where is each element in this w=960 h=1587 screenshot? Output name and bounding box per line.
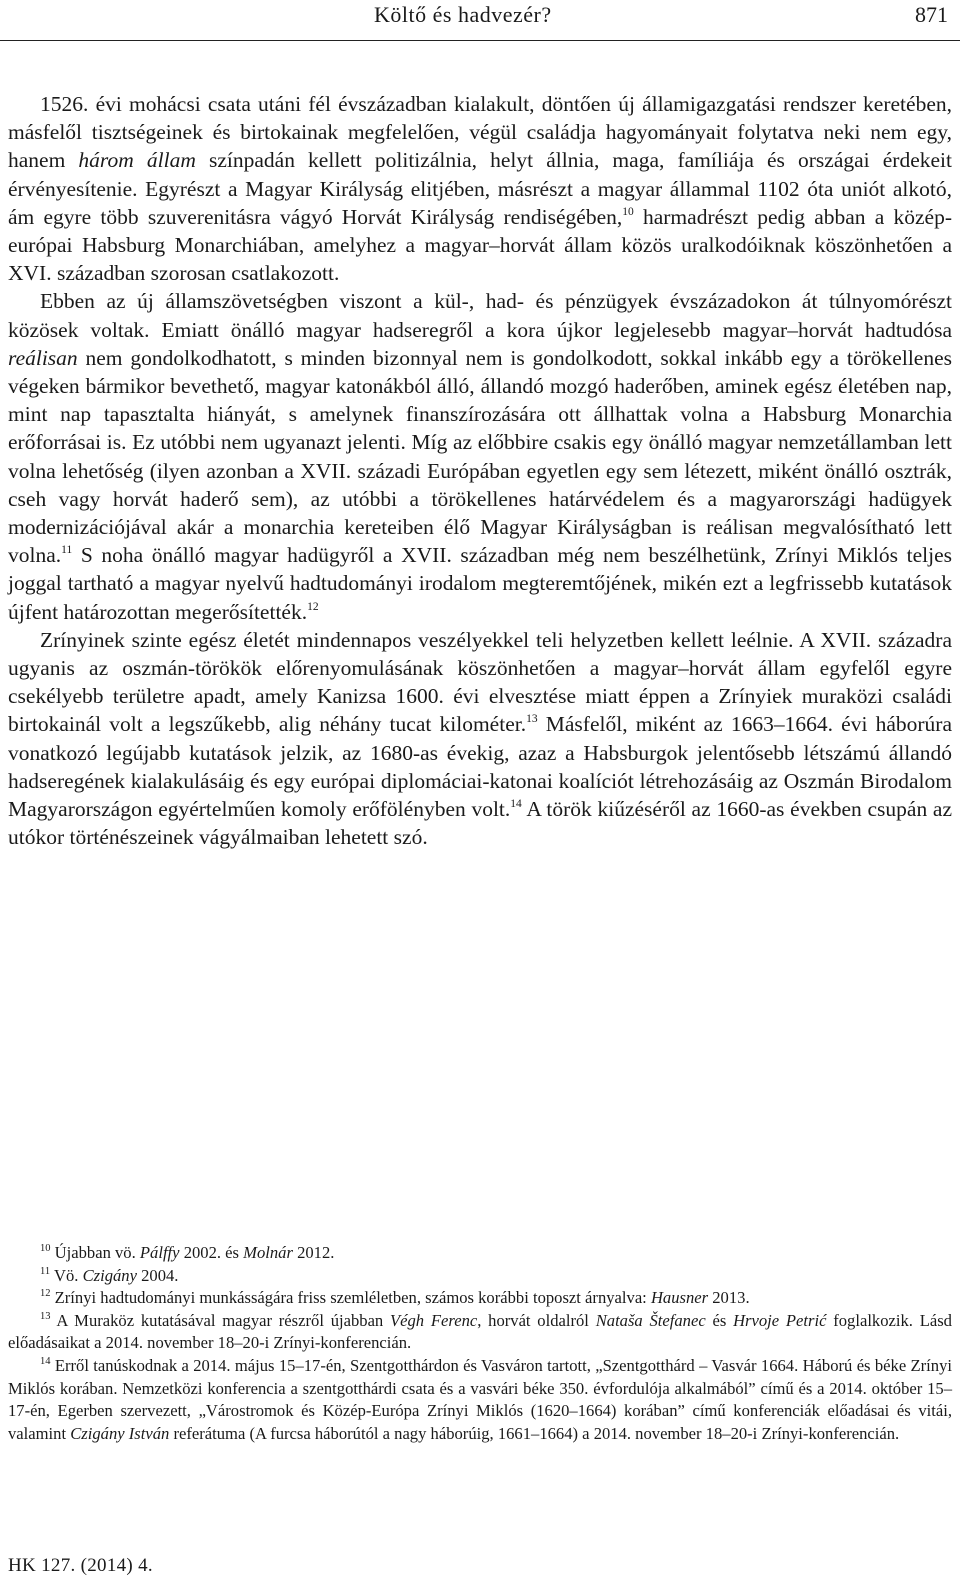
text-run: A Muraköz kutatásával magyar részről újabban <box>50 1310 390 1330</box>
text-run: , horvát oldalról <box>477 1310 596 1330</box>
text-run: Másfelől, miként az 1663–1664. évi háborúra vonatkozó legújabb kutatások jelzik, az 1680-as évekig, azaz a Habsburgok jelentősebb létszámú állandó hadseregének kialakulásáig és egy európai diplomáciai-katonai koalíciót létrehozásáig az Oszmán Birodalom Magyarországon egyértelműen komoly erőfölényben volt. <box>8 712 952 822</box>
paragraph-1 <box>8 90 952 287</box>
footnote-number: 11 <box>40 1265 51 1277</box>
text-run: A török kiűzéséről az 1660-as években csupán az utókor történészeinek vágyálmaiban lehetett szó. <box>8 797 952 850</box>
author-name: Czigány István <box>70 1423 170 1443</box>
footnote-10 <box>8 1242 952 1265</box>
text-run: és <box>705 1310 734 1330</box>
author-name: Pálffy <box>139 1243 180 1262</box>
author-name: Hausner <box>650 1288 709 1308</box>
text-run: Zrínyinek szinte egész életét mindennapos veszélyekkel teli helyzetben kellett leélnie. A XVII. századra ugyanis az oszmán-törökök előrenyomulásának köszönhetően a magyar–horvát állam egyfelől egyre csekélyebb területre apadt, amely Kanizsa 1600. évi elvesztése miatt éppen a Zrínyiek muraközi családi birtokainál volt a legszűkebb, alig néhány tucat kilométer. <box>8 627 952 737</box>
running-header <box>0 0 960 41</box>
footnote-14 <box>8 1355 952 1445</box>
body-text <box>8 90 952 851</box>
text-run: 2004. <box>136 1265 179 1285</box>
text-run: S noha önálló magyar hadügyről a XVII. században még nem beszélhetünk, Zrínyi Miklós teljes joggal tartható a magyar nyelvű hadtudományi irodalom megteremtőjének, mikén ezt a legfrissebb kutatások újfent határozottan megerősítették. <box>8 543 952 624</box>
text-run: harmadrészt pedig abban a közép-európai Habsburg Monarchiában, amelyhez a magyar–horvát állam közös uralkodóiknak köszönhetően a XVI. században szorosan csatlakozott. <box>8 204 952 286</box>
text-run: nem gondolkodhatott, s minden bizonnyal nem is gondolkodott, sokkal inkább egy a törökellenes végeken bármikor bevethető, magyar katonákból álló, állandó mozgó haderőben, aminek egész életében nap, mint nap tapasztalta hiányát, s amelynek finanszírozására ott állhattak volna a Habsburg Monarchia erőforrásai is. Ez utóbbi nem ugyanazt jelenti. Míg az előbbire csakis egy önálló magyar nemzetállamban lett volna lehetőség (ilyen azonban a XVII. századi Európában egyetlen egy sem létezett, miként önálló osztrák, cseh vagy horvát haderő sem), az utóbbi a törökellenes határvédelem és a magyarországi hadügyek modernizációjával akár a monarchia kereteiben élő Magyar Királyságban is reálisan megvalósítható lett volna. <box>8 345 952 568</box>
footnote-ref-13[interactable]: 13 <box>526 713 538 726</box>
paragraph-2 <box>8 287 952 625</box>
footnote-number: 14 <box>40 1355 51 1367</box>
text-run: Zrínyi hadtudományi munkásságára friss szemléletben, számos korábbi toposzt árnyalva: <box>50 1288 651 1308</box>
journal-footer: HK 127. (2014) 4. <box>8 1555 153 1576</box>
text-run: színpadán kellett politizálnia, helyt állnia, maga, famíliája és országai érdekeit érvényesítenie. Egyrészt a Magyar Királyság elitjében, másrészt a magyar állammal 1102 óta uniót alkotó, ám egyre több szuverenitásra vágyó Horvát Királyság rendiségében, <box>8 148 952 229</box>
text-run: 1526. évi mohácsi csata utáni fél évszázadban kialakult, döntően új államigazgatási rendszer keretében, másfelől tisztségeinek és birtokainak megfelelően, végül családja hagyományait folytatva neki nem egy, hanem <box>8 92 952 173</box>
page-number: 871 <box>915 2 948 27</box>
footnote-ref-12[interactable]: 12 <box>307 600 319 613</box>
text-run: Vö. <box>50 1265 83 1285</box>
text-run: Újabban vö. <box>50 1243 140 1262</box>
footnote-13 <box>8 1310 952 1355</box>
emphasis: reálisan <box>8 345 78 370</box>
footnote-ref-11[interactable]: 11 <box>61 544 73 557</box>
footnote-11 <box>8 1265 952 1288</box>
footnote-12 <box>8 1287 952 1310</box>
author-name: Czigány <box>82 1265 137 1285</box>
footnote-number: 13 <box>40 1310 51 1322</box>
author-name: Hrvoje Petrić <box>733 1310 827 1330</box>
footnote-ref-10[interactable]: 10 <box>622 205 634 218</box>
author-name: Molnár <box>243 1243 293 1262</box>
footnote-ref-14[interactable]: 14 <box>510 798 522 811</box>
text-run: referátuma (A furcsa háborútól a nagy háborúig, 1661–1664) a 2014. november 18–20-i Zrínyi-konferencián. <box>169 1423 900 1443</box>
text-run: 2012. <box>292 1243 335 1262</box>
author-name: Végh Ferenc <box>390 1310 478 1330</box>
footnote-number: 10 <box>40 1243 51 1254</box>
footnotes <box>8 1242 952 1445</box>
footnote-number: 12 <box>40 1288 51 1300</box>
author-name: Nataša Štefanec <box>595 1310 706 1330</box>
emphasis: három állam <box>78 148 196 173</box>
paragraph-3 <box>8 626 952 852</box>
text-run: 2002. és <box>179 1243 244 1262</box>
text-run: Erről tanúskodnak a 2014. május 15–17-én, Szentgotthárdon és Vasváron tartott, „Szentgotthárd – Vasvár 1664. Háború és béke Zrínyi Miklós korában. Nemzetközi konferencia a szentgotthárdi csata és a vasvári béke 350. évfordulója alkalmából” című és a 2014. október 15–17-én, Egerben szervezett, „Várostromok és Közép-Európa Zrínyi Miklós (1620–1664) korában” című konferenciák előadásai és vitái, valamint <box>8 1355 952 1443</box>
running-title: Költő és hadvezér? <box>374 2 552 27</box>
text-run: Ebben az új államszövetségben viszont a kül-, had- és pénzügyek évszázadokon át túlnyomórészt közösek voltak. Emiatt önálló magyar hadseregről a kora újkor legjelesebb magyar–horvát hadtudósa <box>8 289 952 342</box>
text-run: foglalkozik. Lásd előadásaikat a 2014. november 18–20-i Zrínyi-konferencián. <box>8 1310 952 1353</box>
text-run: 2013. <box>708 1288 750 1308</box>
